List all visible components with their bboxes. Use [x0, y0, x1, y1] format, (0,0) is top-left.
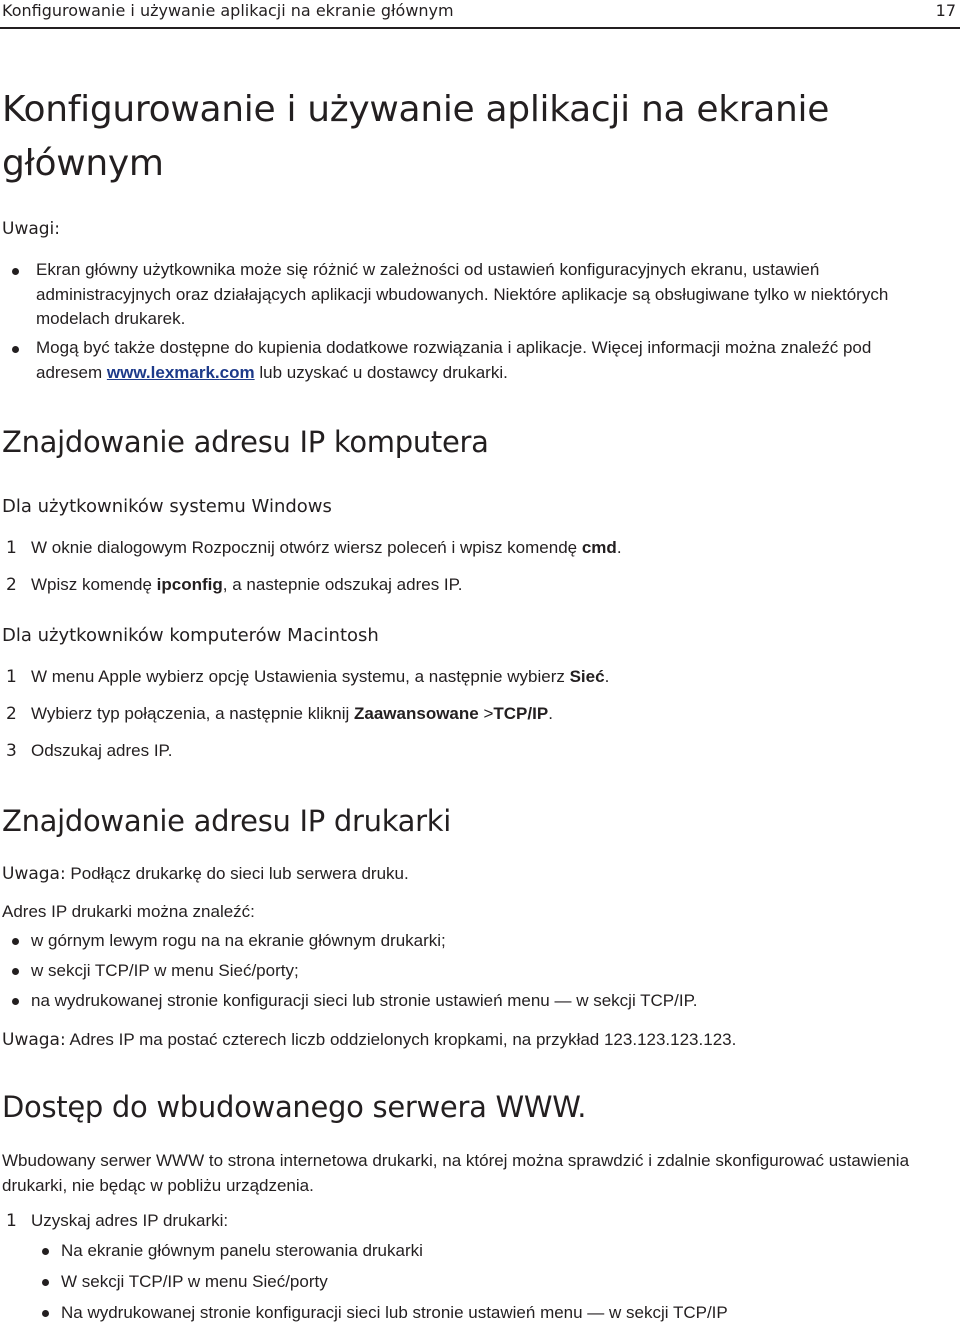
mac-step-3: Odszukaj adres IP.	[31, 741, 173, 760]
header-title: Konfigurowanie i używanie aplikacji na ekranie głównym	[2, 1, 454, 20]
step-number: 2	[6, 575, 17, 595]
bullet-icon	[12, 346, 19, 353]
notes-label: Uwagi:	[2, 219, 61, 239]
bullet-icon	[12, 998, 19, 1005]
step-number: 1	[6, 1211, 17, 1231]
header-rule	[0, 27, 960, 29]
printer-intro: Adres IP drukarki można znaleźć:	[2, 902, 255, 921]
bullet-icon	[12, 968, 19, 975]
bullet-icon	[42, 1279, 49, 1286]
step-number: 1	[6, 667, 17, 687]
printer-note-2: Uwaga: Adres IP ma postać czterech liczb oddzielonych kropkami, na przykład 123.123.123.123.	[2, 1030, 737, 1050]
running-header	[0, 0, 960, 22]
lexmark-link[interactable]: www.lexmark.com	[106, 362, 255, 382]
ews-sub-bullet-1: Na ekranie głównym panelu sterowania drukarki	[61, 1241, 423, 1260]
subheading-mac: Dla użytkowników komputerów Macintosh	[2, 625, 379, 646]
subheading-windows: Dla użytkowników systemu Windows	[2, 496, 332, 517]
note-item-1: Ekran główny użytkownika może się różnić w zależności od ustawień konfiguracyjnych ekranu, ustawień administracyjnych oraz działających aplikacji wbudowanych. Niektóre aplikacje są obsługiwane tylko w niektórych modelach drukarek.	[36, 260, 889, 328]
ews-sub-bullet-2: W sekcji TCP/IP w menu Sieć/porty	[61, 1272, 328, 1291]
windows-step-1: W oknie dialogowym Rozpocznij otwórz wiersz poleceń i wpisz komendę cmd.	[31, 538, 622, 557]
step-number: 1	[6, 538, 17, 558]
ews-step-1: Uzyskaj adres IP drukarki:	[31, 1211, 229, 1230]
ews-intro: Wbudowany serwer WWW to strona internetowa drukarki, na której można sprawdzić i zdalnie skonfigurować ustawienia drukarki, nie będąc w pobliżu urządzenia.	[2, 1151, 910, 1195]
printer-bullet-1: w górnym lewym rogu na na ekranie głównym drukarki;	[31, 931, 446, 950]
page-title: Konfigurowanie i używanie aplikacji na ekranie głównym	[2, 89, 830, 184]
windows-step-2: Wpisz komendę ipconfig, a nastepnie odszukaj adres IP.	[31, 575, 463, 594]
printer-bullet-2: w sekcji TCP/IP w menu Sieć/porty;	[31, 961, 299, 980]
ews-sub-bullet-3: Na wydrukowanej stronie konfiguracji sieci lub stronie ustawień menu — w sekcji TCP/IP	[61, 1303, 728, 1322]
mac-step-1: W menu Apple wybierz opcję Ustawienia systemu, a następnie wybierz Sieć.	[31, 667, 610, 686]
section-heading-ews: Dostęp do wbudowanego serwera WWW.	[2, 1090, 587, 1124]
step-number: 3	[6, 741, 17, 761]
bullet-icon	[12, 268, 19, 275]
printer-note-1: Uwaga: Podłącz drukarkę do sieci lub serwera druku.	[2, 864, 409, 884]
section-heading-ip-printer: Znajdowanie adresu IP drukarki	[2, 804, 452, 838]
note-item-2: Mogą być także dostępne do kupienia dodatkowe rozwiązania i aplikacje. Więcej informacji można znaleźć pod adresem www.lexmark.com lub uzyskać u dostawcy drukarki.	[36, 338, 872, 382]
mac-step-2: Wybierz typ połączenia, a następnie kliknij Zaawansowane >TCP/IP.	[31, 704, 553, 723]
bullet-icon	[42, 1248, 49, 1255]
section-heading-ip-computer: Znajdowanie adresu IP komputera	[2, 425, 489, 459]
printer-bullet-3: na wydrukowanej stronie konfiguracji sieci lub stronie ustawień menu — w sekcji TCP/IP.	[31, 991, 698, 1010]
bullet-icon	[42, 1310, 49, 1317]
bullet-icon	[12, 938, 19, 945]
page-number: 17	[935, 1, 956, 20]
step-number: 2	[6, 704, 17, 724]
